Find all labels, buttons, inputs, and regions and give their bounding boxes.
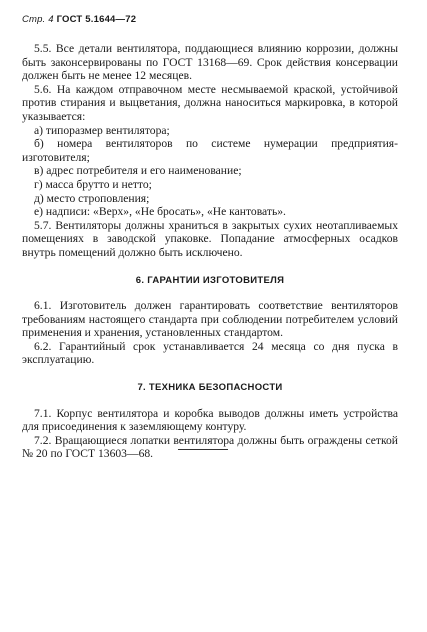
page-header	[22, 14, 136, 25]
paragraph-5-5: 5.5. Все детали вентилятора, поддающиеся влиянию коррозии, должны быть законсервированы по ГОСТ 13168—69. Срок действия консервации должен быть не менее 12 месяцев.	[22, 42, 398, 83]
section-6-heading: 6. ГАРАНТИИ ИЗГОТОВИТЕЛЯ	[135, 274, 285, 286]
end-rule	[178, 449, 228, 450]
list-item-d: д) место строповления;	[34, 191, 150, 205]
paragraph-5-7: 5.7. Вентиляторы должны храниться в закрытых сухих неотапливаемых помещениях в заводской упаковке. Попадание атмосферных осадков внутрь помещений должно быть исключено.	[22, 218, 398, 259]
paragraph-6-2: 6.2. Гарантийный срок устанавливается 24 месяца со дня пуска в эксплуатацию.	[22, 339, 398, 367]
standard-code: ГОСТ 5.1644—72	[56, 14, 137, 25]
list-item-b: б) номера вентиляторов по системе нумерации предприятия-изготовителя;	[22, 137, 398, 164]
section-7-heading: 7. ТЕХНИКА БЕЗОПАСНОСТИ	[137, 382, 283, 394]
paragraph-7-2: 7.2. Вращающиеся лопатки вентилятора должны быть ограждены сеткой № 20 по ГОСТ 13603—68.	[22, 433, 398, 461]
list-item-a: а) типоразмер вентилятора;	[34, 123, 170, 137]
list-item-g: г) масса брутто и нетто;	[34, 177, 152, 191]
document-body	[22, 42, 398, 461]
list-item-e: е) надписи: «Верх», «Не бросать», «Не кантовать».	[34, 205, 286, 219]
paragraph-6-1: 6.1. Изготовитель должен гарантировать соответствие вентиляторов требованиям настоящего стандарта при соблюдении потребителем условий применения и хранения, установленных стандартом.	[22, 299, 398, 340]
paragraph-5-6: 5.6. На каждом отправочном месте несмываемой краской, устойчивой против стирания и выцветания, должна наноситься маркировка, в которой указывается:	[22, 82, 398, 123]
list-item-v: в) адрес потребителя и его наименование;	[34, 164, 242, 178]
paragraph-7-1: 7.1. Корпус вентилятора и коробка выводов должны иметь устройства для присоединения к заземляющему контуру.	[22, 406, 398, 434]
page-number: Стр. 4	[22, 14, 54, 25]
